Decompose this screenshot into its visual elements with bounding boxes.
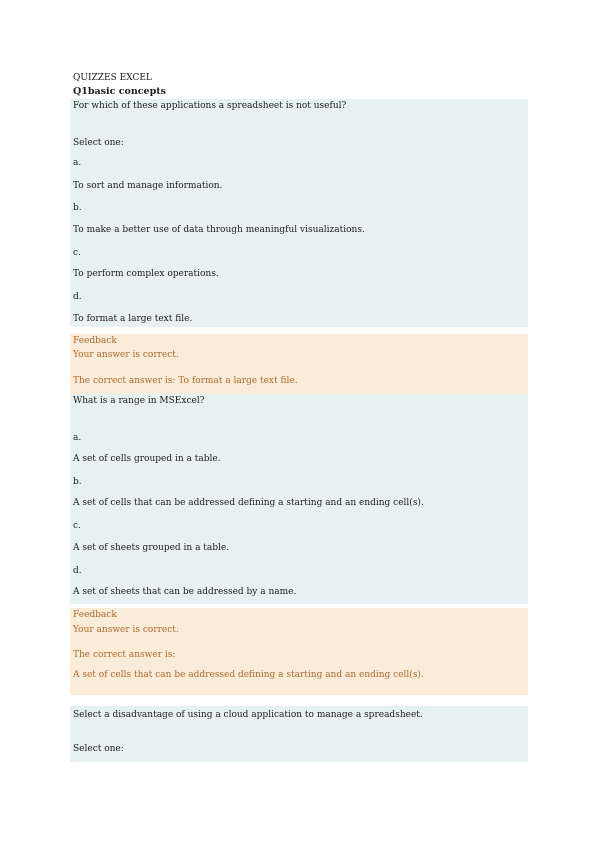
option-d-letter[interactable]: d. (73, 292, 82, 302)
option-d-text[interactable]: To format a large text file. (73, 314, 193, 324)
question-1-text: For which of these applications a spreadsheet is not useful? (73, 101, 347, 111)
section-subtitle: Q1basic concepts (73, 86, 166, 97)
document-title: QUIZZES EXCEL (73, 73, 152, 83)
q2-option-a-letter[interactable]: a. (73, 433, 82, 443)
q2-option-c-text[interactable]: A set of sheets grouped in a table. (73, 543, 230, 553)
feedback-2-correct-value: A set of cells that can be addressed defining a starting and an ending cell(s). (73, 670, 424, 680)
q2-option-c-letter[interactable]: c. (73, 521, 81, 531)
question-1-select-one: Select one: (73, 138, 124, 148)
question-3-text: Select a disadvantage of using a cloud application to manage a spreadsheet. (73, 710, 423, 720)
question-3-select-one: Select one: (73, 744, 124, 754)
q2-option-d-text[interactable]: A set of sheets that can be addressed by a name. (73, 587, 297, 597)
feedback-1-correct-answer: The correct answer is: To format a large text file. (73, 376, 298, 386)
question-1-block (70, 99, 528, 327)
question-2-text: What is a range in MSExcel? (73, 396, 205, 406)
feedback-2-status: Your answer is correct. (73, 625, 179, 635)
feedback-1-status: Your answer is correct. (73, 350, 179, 360)
feedback-2-correct-label: The correct answer is: (73, 650, 176, 660)
question-3-block (70, 706, 528, 762)
question-2-block (70, 394, 528, 604)
option-a-text[interactable]: To sort and manage information. (73, 181, 223, 191)
feedback-1-heading: Feedback (73, 336, 117, 346)
feedback-2-block (70, 608, 528, 695)
q2-option-b-letter[interactable]: b. (73, 477, 82, 487)
option-c-letter[interactable]: c. (73, 248, 81, 258)
feedback-2-heading: Feedback (73, 610, 117, 620)
option-b-text[interactable]: To make a better use of data through meaningful visualizations. (73, 225, 365, 235)
option-a-letter[interactable]: a. (73, 158, 82, 168)
option-c-text[interactable]: To perform complex operations. (73, 269, 219, 279)
q2-option-d-letter[interactable]: d. (73, 566, 82, 576)
q2-option-b-text[interactable]: A set of cells that can be addressed defining a starting and an ending cell(s). (73, 498, 424, 508)
feedback-1-block (70, 334, 528, 394)
q2-option-a-text[interactable]: A set of cells grouped in a table. (73, 454, 221, 464)
option-b-letter[interactable]: b. (73, 203, 82, 213)
